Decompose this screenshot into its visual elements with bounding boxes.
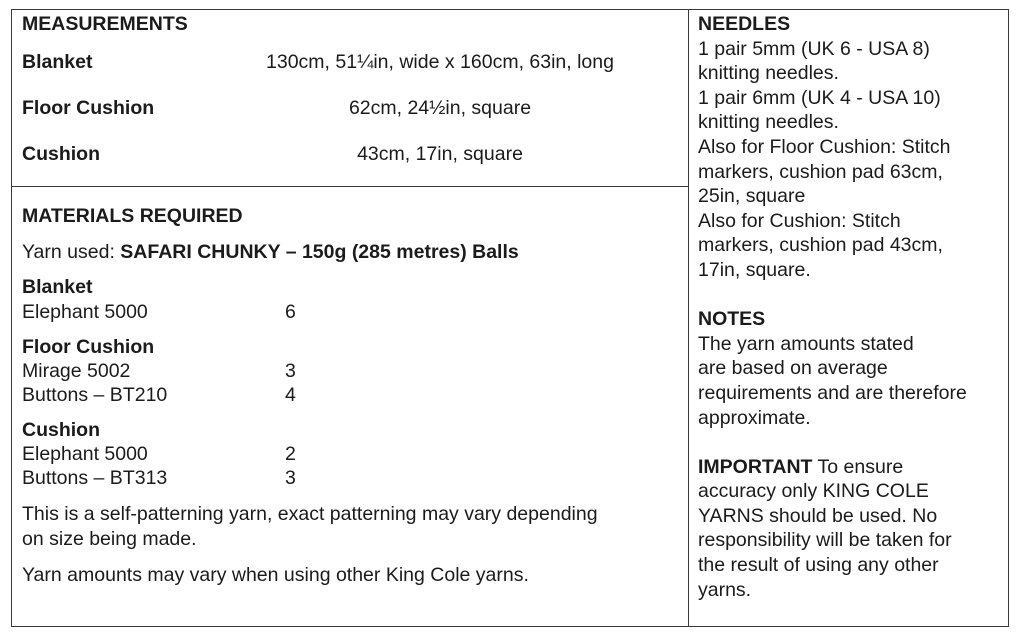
materials-group-title-cushion: Cushion xyxy=(22,419,100,441)
important-line: responsibility will be taken for xyxy=(698,529,952,552)
measurement-value-blanket: 130cm, 51¼in, wide x 160cm, 63in, long xyxy=(266,51,614,73)
notes-line: are based on average xyxy=(698,357,888,380)
needles-line: markers, cushion pad 43cm, xyxy=(698,234,943,257)
needles-line: 17in, square. xyxy=(698,258,811,281)
needles-line: 25in, square xyxy=(698,185,806,208)
notes-line: approximate. xyxy=(698,406,811,429)
measurement-value-cushion: 43cm, 17in, square xyxy=(357,143,523,165)
needles-line: markers, cushion pad 63cm, xyxy=(698,160,943,183)
material-item-qty: 3 xyxy=(285,360,296,382)
self-patterning-note-line1: This is a self-patterning yarn, exact patterning may vary depending xyxy=(22,503,598,525)
needles-line: knitting needles. xyxy=(698,62,839,85)
important-line: yarns. xyxy=(698,578,752,601)
needles-line: 1 pair 6mm (UK 4 - USA 10) xyxy=(698,86,941,109)
material-item-name: Buttons – BT313 xyxy=(22,467,168,489)
material-item-qty: 4 xyxy=(285,384,296,406)
needles-line: 1 pair 5mm (UK 6 - USA 8) xyxy=(698,37,930,60)
yarn-amounts-note: Yarn amounts may vary when using other King Cole yarns. xyxy=(22,564,529,586)
notes-line: The yarn amounts stated xyxy=(698,332,914,355)
material-item-name: Elephant 5000 xyxy=(22,443,148,465)
material-item-name: Buttons – BT210 xyxy=(22,384,168,406)
yarn-name: SAFARI CHUNKY – 150g (285 metres) Balls xyxy=(120,241,519,263)
material-item-name: Mirage 5002 xyxy=(22,360,131,382)
material-item-qty: 3 xyxy=(285,467,296,489)
section-divider xyxy=(11,186,689,187)
important-line: YARNS should be used. No xyxy=(698,504,938,527)
notes-heading: NOTES xyxy=(698,308,766,331)
important-heading: IMPORTANT xyxy=(698,455,813,478)
important-first-line xyxy=(698,455,1003,480)
materials-group-title-floor-cushion: Floor Cushion xyxy=(22,336,155,358)
right-column xyxy=(698,12,1003,602)
measurement-label-floor-cushion: Floor Cushion xyxy=(22,97,155,119)
needles-line: knitting needles. xyxy=(698,111,839,134)
self-patterning-note-line2: on size being made. xyxy=(22,528,197,550)
measurement-label-blanket: Blanket xyxy=(22,51,93,73)
yarn-used-prefix: Yarn used: xyxy=(22,241,121,263)
important-first-line-rest: To ensure xyxy=(812,455,904,478)
material-item-qty: 6 xyxy=(285,301,296,323)
spacer xyxy=(698,430,1003,455)
important-line: the result of using any other xyxy=(698,554,939,577)
important-line: accuracy only KING COLE xyxy=(698,480,929,503)
spacer xyxy=(698,283,1003,308)
materials-heading: MATERIALS REQUIRED xyxy=(22,205,243,227)
material-item-qty: 2 xyxy=(285,443,296,465)
measurement-label-cushion: Cushion xyxy=(22,143,100,165)
measurement-value-floor-cushion: 62cm, 24½in, square xyxy=(348,97,532,119)
notes-line: requirements and are therefore xyxy=(698,381,967,404)
materials-group-title-blanket: Blanket xyxy=(22,276,93,298)
yarn-used-line xyxy=(22,240,519,265)
needles-heading: NEEDLES xyxy=(698,13,791,35)
needles-line: Also for Floor Cushion: Stitch xyxy=(698,135,951,158)
needles-line: Also for Cushion: Stitch xyxy=(698,209,901,232)
column-divider xyxy=(688,9,689,627)
material-item-name: Elephant 5000 xyxy=(22,301,148,323)
measurements-heading: MEASUREMENTS xyxy=(22,13,188,35)
